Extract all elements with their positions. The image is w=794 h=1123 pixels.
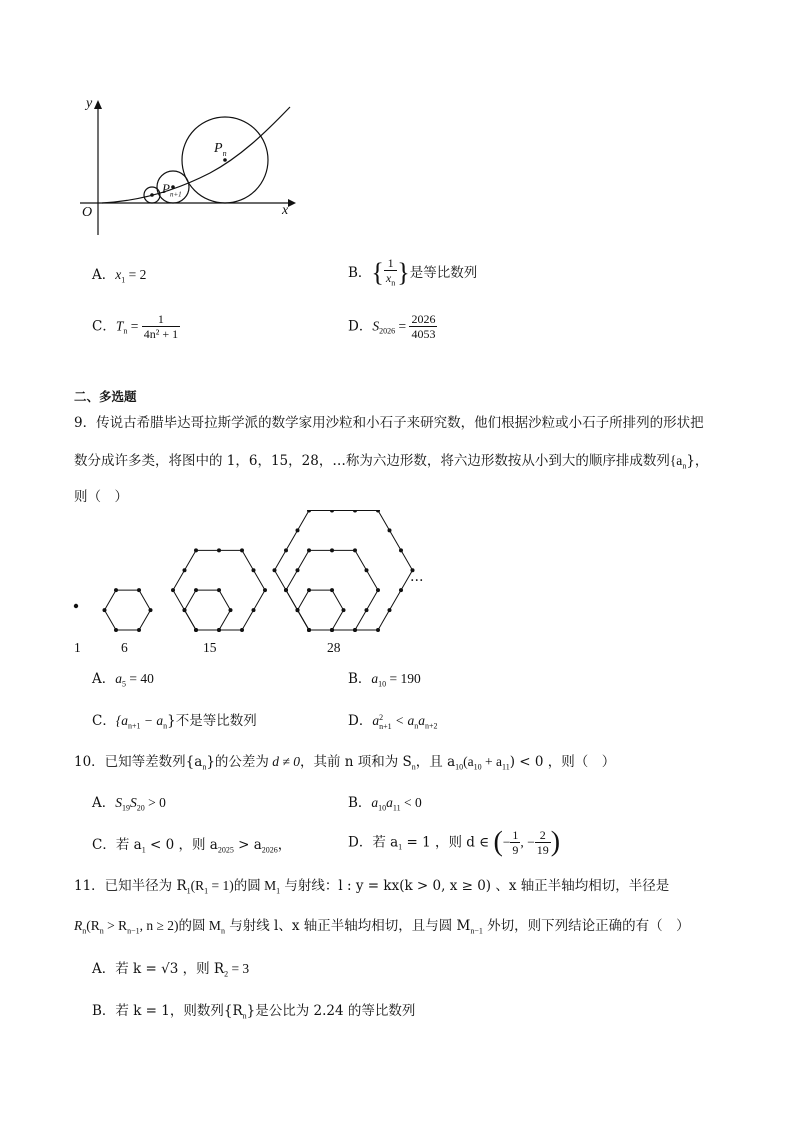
hex-label-6: 6 [121,640,128,655]
q9-option-a[interactable]: A．$a_5 = 40$ [92,671,154,689]
hex-15-outer-dot [240,628,244,632]
hex-28-inner-dot [307,588,311,592]
hexagonal-numbers-figure [66,510,466,640]
hex-28-inner-outline [298,590,344,630]
q10-option-d[interactable]: D．若 $a_1 = 1$ ，则 d ∈ (− $\frac{1}{9}$ , − $\frac{2}{19}$ ) [348,826,561,858]
center-small-label: $P_{n+1}$ [162,181,182,199]
hex-15-outer-dot [183,568,187,572]
hex-28-mid-dot [296,568,300,572]
hex-28-outer-dot [388,608,392,612]
x-axis-label: x [282,203,289,218]
hex-28-outer-dot [296,608,300,612]
hex-15-outer-dot [217,628,221,632]
hex-28-outer-dot [296,528,300,532]
q9-stem-line3: 则（ ） [74,489,128,505]
hex-28-inner-dot [342,608,346,612]
hex-28-outer-dot [273,568,277,572]
origin-label: O [82,205,93,220]
hex-28-mid-dot [330,548,334,552]
hex-6-dot [103,608,107,612]
hex-15-inner-outline [185,590,231,630]
q10-option-c[interactable]: C．若 $a_1 < 0$ ，则 $a_{2025} > a_{2026}$， [92,837,292,855]
q10-stem: 10．已知等差数列$\{a_n\}$的公差为 d ≠ 0，其前 n 项和为 $S_n$，且 $a_{10}(a_{10} + a_{11}) < 0$ ，则（ ） [74,754,616,772]
hex-15-inner-dot [217,588,221,592]
q8-option-b[interactable]: B．{ $\frac{1}{x_n}$ }是等比数列 [348,256,478,288]
section-title: 二、多选题 [74,389,137,404]
q10-option-a[interactable]: A．$S_{19}S_{20} > 0$ [92,795,166,813]
q11-stem-line2: $R_n(R_n > R_{n-1}$, n ≥ 2)的圆 $M_n$ 与射线 l、x 轴正半轴均相切，且与圆 $M_{n-1}$ 外切，则下列结论正确的有（ ） [74,918,690,936]
hex-15-outer-dot [171,588,175,592]
hex-28-outer-dot [330,510,334,512]
hex-6-dot [149,608,153,612]
hex-28-mid-dot [365,568,369,572]
q11-option-a[interactable]: A．若 k = √3 ，则 $R_2 = 3$ [92,961,250,979]
hex-6-outline [105,590,151,630]
hex-6-dot [114,628,118,632]
hex-28-outer-dot [353,628,357,632]
hex-15-inner-dot [194,588,198,592]
center-big-label: $P_n$ [214,141,227,158]
q10-option-b[interactable]: B．$a_{10}a_{11} < 0$ [348,795,422,813]
hex-ellipsis: … [410,569,424,585]
hex-15-outer-dot [240,548,244,552]
hex-15-outer-dot [194,628,198,632]
tangent-circles-figure [70,95,310,245]
hex-28-outer-dot [284,548,288,552]
q9-stem-line2: 数分成许多类，将图中的 1，6，15，28，…称为六边形数，将六边形数按从小到大的顺序排成数列$\{a_n\}$， [74,453,709,471]
hex-28-outer-dot [284,588,288,592]
q8-option-d[interactable]: D．$S_{2026}$ = $\frac{2026}{4053}$ [348,312,436,341]
hex-28-outer-dot [388,528,392,532]
hex-label-1: 1 [74,640,81,655]
hex-28-outer-dot [376,628,380,632]
y-axis-arrow [94,100,102,109]
hex-15-outer-dot [217,548,221,552]
hex-6-dot [137,588,141,592]
hex-28-mid-dot [307,548,311,552]
hex-28-outer-dot [399,588,403,592]
q11-stem-line1: 11．已知半径为 $R_1(R_1 = 1)$的圆 $M_1$ 与射线：l : y = kx(k > 0, x ≥ 0) 、x 轴正半轴均相切，半径是 [74,878,670,896]
x-axis-arrow [288,199,296,207]
hex-28-mid-dot [365,608,369,612]
hex-6-dot [114,588,118,592]
q9-option-d[interactable]: D．a 2 n+1 < $a_na_{n+2}$ [348,712,438,731]
y-axis-label: y [86,96,93,111]
hex-label-15: 15 [203,640,217,655]
hex-15-outer-dot [183,608,187,612]
hex-15-outer-dot [252,568,256,572]
hex-15-outer-dot [194,548,198,552]
q8-option-a[interactable]: A．$x_1 = 2$ [92,267,147,285]
hex-15-outer-dot [263,588,267,592]
q9-option-c[interactable]: C．$\{a_{n+1} - a_n\}$不是等比数列 [92,713,257,731]
hex-label-28: 28 [327,640,341,655]
hex-1-dot [74,604,78,608]
hex-28-mid-dot [353,548,357,552]
hex-28-outer-dot [399,548,403,552]
q9-option-b[interactable]: B．$a_{10} = 190$ [348,671,421,689]
hex-6-dot [137,628,141,632]
q8-option-c[interactable]: C．$T_n$ = $\frac{1}{\text{4n² + 1}}$ [92,312,179,341]
hex-15-outer-dot [252,608,256,612]
hex-28-mid-dot [376,588,380,592]
q11-option-b[interactable]: B．若 k = 1，则数列$\{R_n\}$是公比为 2.24 的等比数列 [92,1003,416,1021]
curve [102,107,290,203]
hex-28-outer-dot [353,510,357,512]
hex-28-outer-dot [330,628,334,632]
center-small-dot [150,193,154,197]
hex-28-outer-dot [307,628,311,632]
hex-28-inner-dot [330,588,334,592]
q9-stem-line1: 9．传说古希腊毕达哥拉斯学派的数学家用沙粒和小石子来研究数，他们根据沙粒或小石子所排列的形状把 [74,415,704,431]
hex-15-inner-dot [229,608,233,612]
